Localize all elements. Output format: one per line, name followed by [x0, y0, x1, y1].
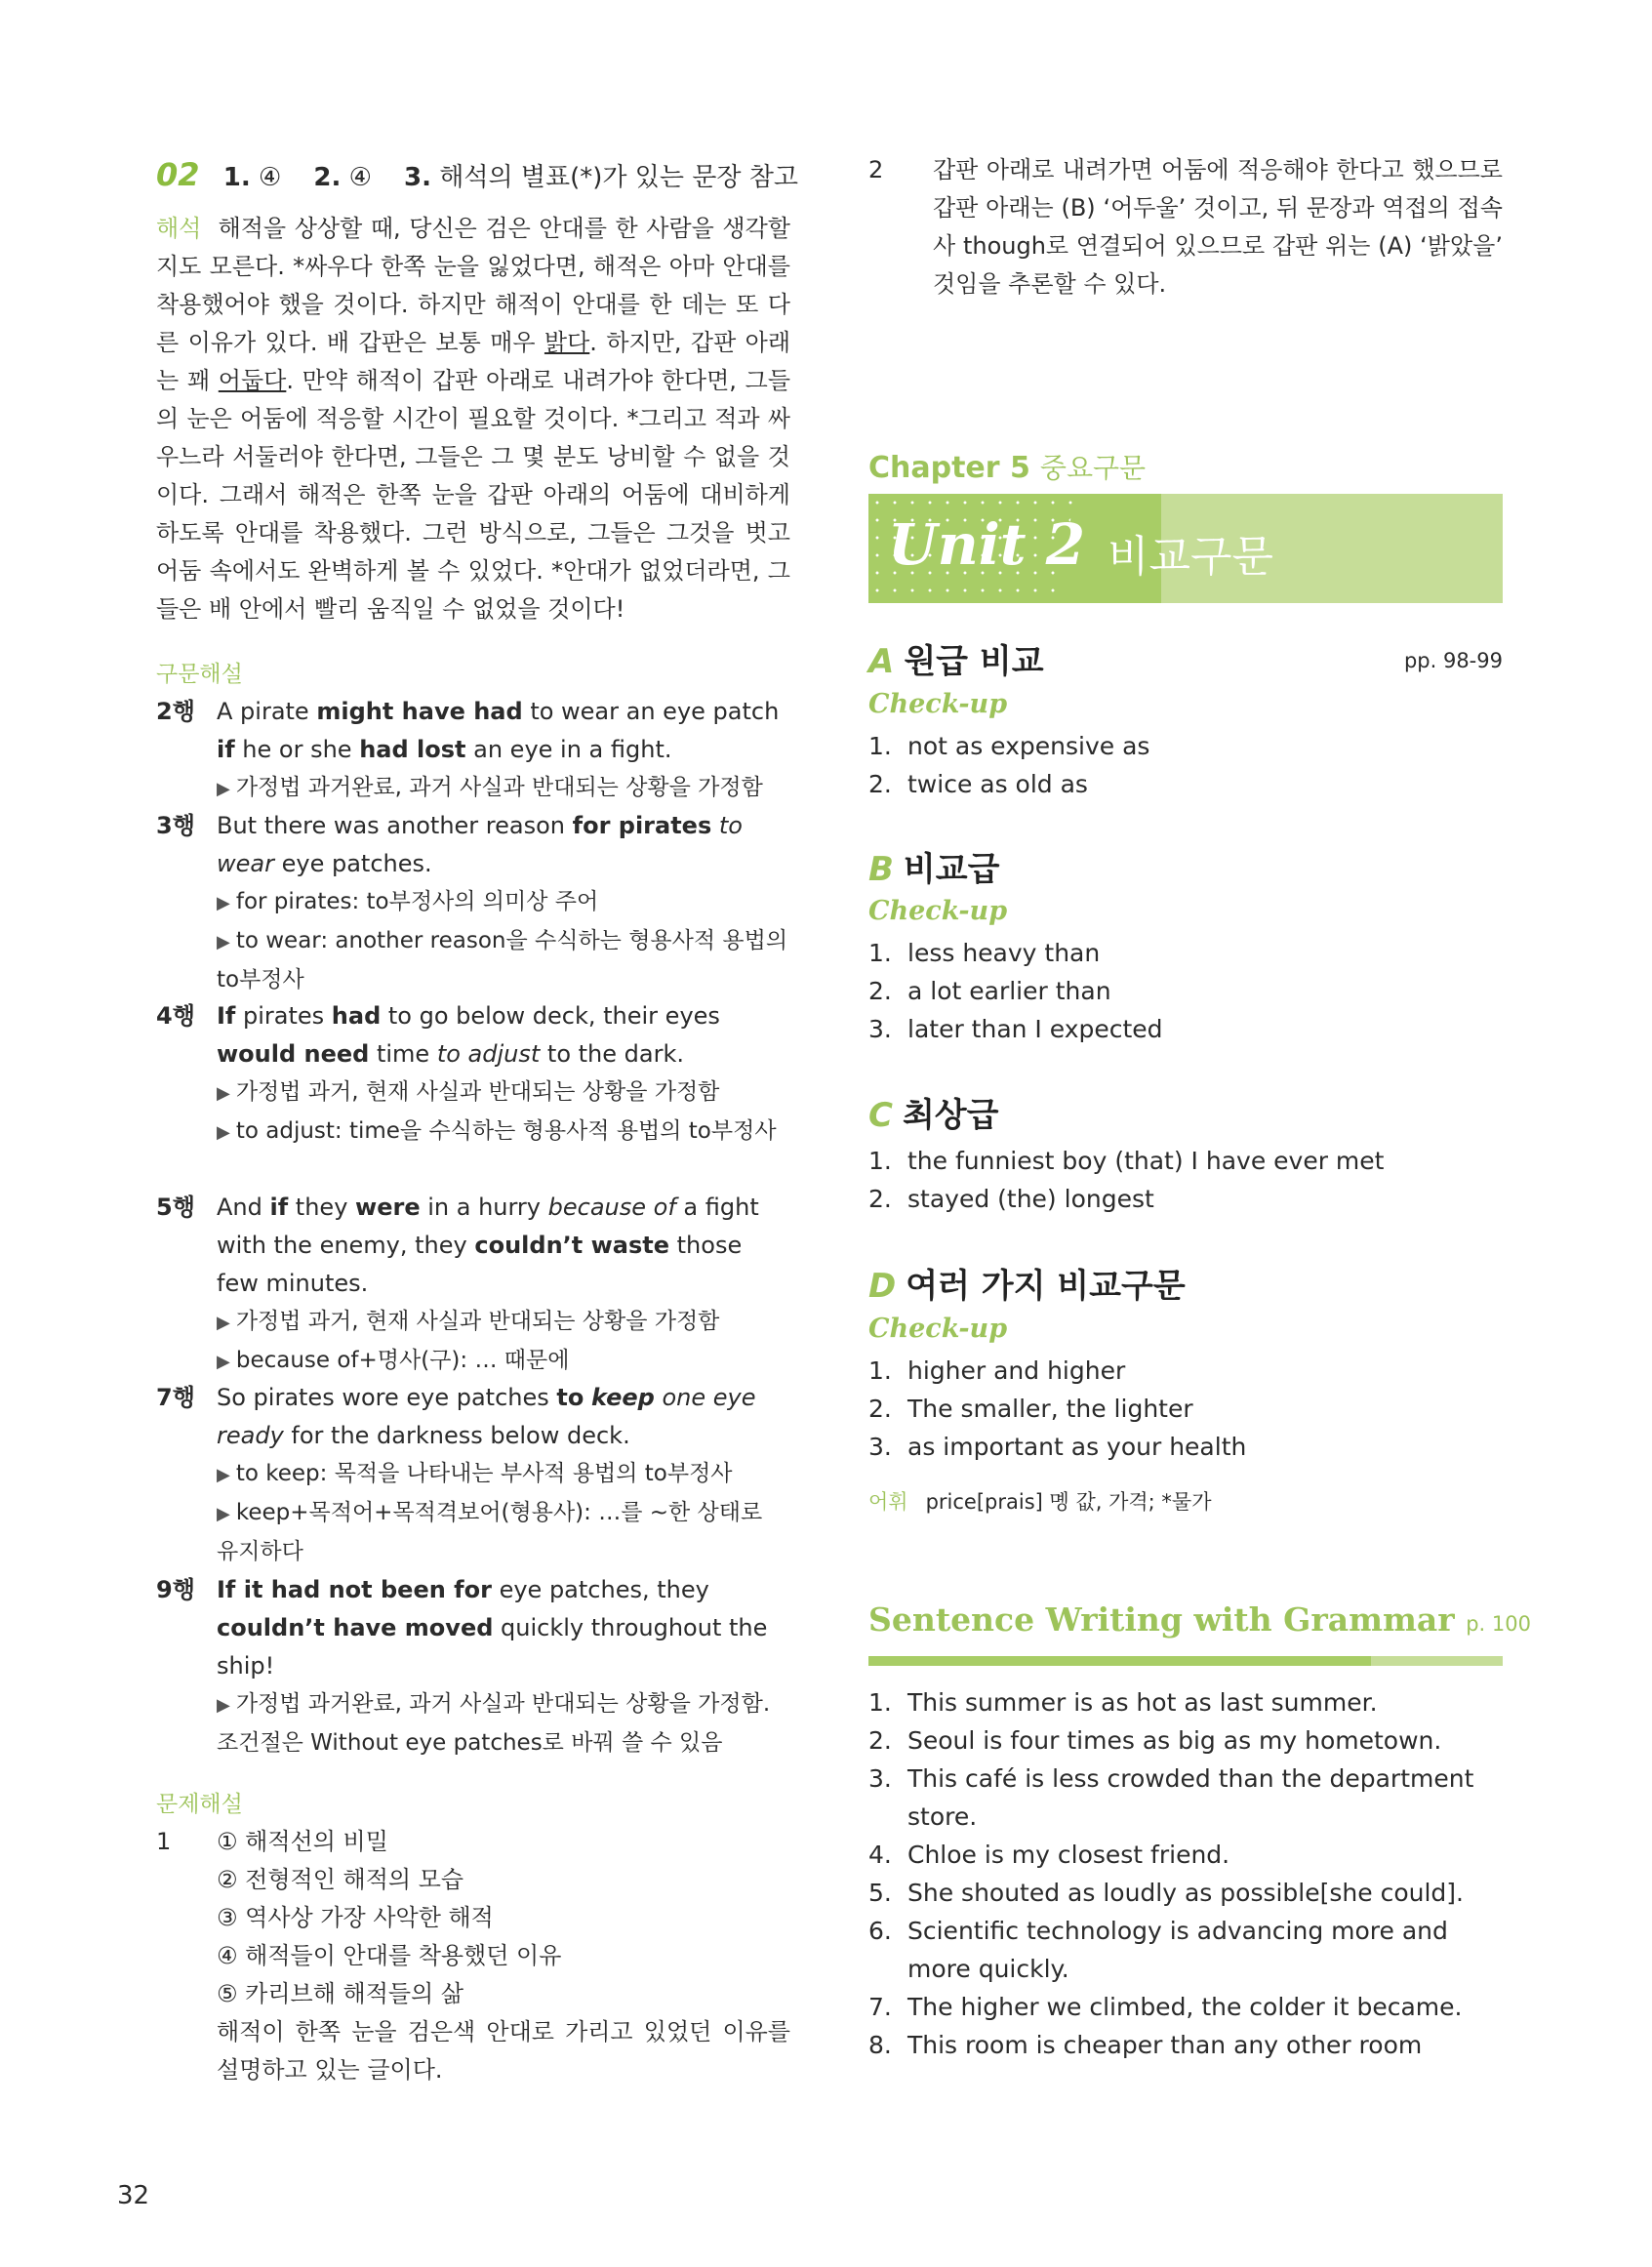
problem-1-explanation: 해적이 한쪽 눈을 검은색 안대로 가리고 있었던 이유를 설명하고 있는 글이다.: [217, 2018, 790, 2084]
answer-row: [868, 1721, 1503, 1760]
answer-number: 2.: [868, 977, 892, 1005]
translation-label: 해석: [156, 215, 202, 242]
answer-text: Seoul is four times as big as my hometown.: [907, 1726, 1442, 1755]
grammar-note: [217, 1455, 790, 1494]
triangle-icon: ▶: [217, 1352, 230, 1372]
answer-number: 1.: [868, 1147, 892, 1175]
sentence-part: an eye in a fight.: [465, 736, 672, 763]
answer-text: higher and higher: [907, 1356, 1126, 1385]
section-d-answers: [868, 1352, 1503, 1466]
line-label: 3행: [156, 812, 195, 839]
sentence-part: he or she: [234, 736, 360, 763]
grammar-sentence: [217, 807, 790, 883]
sentence-part: had: [331, 1002, 382, 1030]
section-d-letter: D: [868, 1267, 897, 1306]
section-b-letter: B: [868, 850, 894, 889]
problem-1-label: 1: [156, 1828, 172, 1855]
answer-text: the funniest boy (that) I have ever met: [907, 1147, 1385, 1175]
section-a-letter: A: [868, 642, 895, 681]
answer-row: [868, 1010, 1503, 1048]
sentence-part: they: [288, 1194, 356, 1221]
grammar-note: [217, 769, 790, 808]
triangle-icon: ▶: [217, 1083, 230, 1104]
note-text: for pirates: to부정사의 의미상 주어: [235, 889, 599, 914]
answer-number: 3.: [868, 1764, 892, 1793]
answer-text: a lot earlier than: [907, 977, 1111, 1005]
option-3: ③ 역사상 가장 사악한 해적: [217, 1904, 494, 1931]
option-4: ④ 해적들이 안대를 착용했던 이유: [217, 1942, 562, 1969]
unit-title: Unit 2: [888, 511, 1086, 578]
sentence-part: [711, 812, 719, 839]
section-a-checkup: Check-up: [868, 689, 1008, 719]
sentence-part: for pirates: [572, 812, 712, 839]
sentence-part: to adjust: [436, 1040, 541, 1068]
line-label: 5행: [156, 1194, 195, 1221]
answer-2-value: ④: [348, 163, 372, 192]
answer-1-value: ④: [259, 163, 282, 192]
sentence-part: eye patches.: [273, 850, 432, 877]
note-text: to wear: another reason을 수식하는 형용사적 용법의 to부정사: [217, 928, 788, 992]
sentence-part: eye patches, they: [491, 1576, 709, 1603]
chapter-number: Chapter 5: [868, 451, 1030, 485]
section-b-answers: [868, 934, 1503, 1048]
answer-row: [868, 1352, 1503, 1390]
answer-row: [868, 2026, 1503, 2064]
answer-number: 2.: [868, 1185, 892, 1213]
answer-number: 5.: [868, 1879, 892, 1907]
grammar-section-title: 구문해설: [156, 662, 243, 687]
problem-2-explanation: 갑판 아래로 내려가면 어둠에 적응해야 한다고 했으므로 갑판 아래는 (B) ‘어두울’ 것이고, 뒤 문장과 역접의 접속사 though로 연결되어 있으므로 갑판 위는 (A) ‘밝았을’ 것임을 추론할 수 있다.: [933, 156, 1503, 298]
sentence-part: because of: [547, 1194, 676, 1221]
grammar-note: [217, 1685, 790, 1762]
answer-row: [868, 765, 1503, 803]
sentence-part: keep: [591, 1384, 655, 1411]
answer-text: twice as old as: [907, 770, 1088, 798]
answer-number: 1.: [868, 1688, 892, 1717]
answer-row: [868, 1760, 1503, 1836]
vocabulary-text: price[prais] 몡 값, 가격; *물가: [925, 1490, 1212, 1514]
triangle-icon: ▶: [217, 1122, 230, 1143]
answer-row: [868, 727, 1503, 765]
sentence-part: might have had: [316, 698, 523, 725]
sentence-part: quickly throughout the ship!: [217, 1614, 768, 1680]
answer-number: 3.: [868, 1015, 892, 1043]
section-d-title: [868, 1259, 1186, 1307]
grammar-item: [156, 997, 790, 1152]
line-label: 7행: [156, 1384, 195, 1411]
sentence-part: If: [217, 1002, 236, 1030]
line-label: 9행: [156, 1576, 195, 1603]
sentence-part: So pirates wore eye patches: [217, 1384, 557, 1411]
sentence-part: If it had not been for: [217, 1576, 492, 1603]
triangle-icon: ▶: [217, 1504, 230, 1524]
sentence-part: to go below deck, their eyes: [381, 1002, 720, 1030]
answer-text: as important as your health: [907, 1433, 1247, 1461]
answer-text: This café is less crowded than the department store.: [907, 1764, 1474, 1831]
section-a-name: 원급 비교: [904, 642, 1044, 681]
option-5: ⑤ 카리브해 해적들의 삶: [217, 1980, 464, 2007]
sentence-part: couldn’t waste: [474, 1232, 670, 1259]
answer-number: 8.: [868, 2031, 892, 2059]
sentence-part: A pirate: [217, 698, 317, 725]
answer-row: [868, 1142, 1503, 1180]
sentence-part: in a hurry: [420, 1194, 548, 1221]
grammar-note: [217, 1303, 790, 1342]
problem-1: [156, 1823, 790, 2089]
translation-text-1: 해적을 상상할 때, 당신은 검은 안대를 한 사람을 생각할지도 모른다. *싸우다 한쪽 눈을 잃었다면, 해적은 아마 안대를 착용했어야 했을 것이다. 하지만 해적이 안대를 한 데는 또 다른 이유가 있다. 배 갑판은 보통 매우: [156, 215, 790, 356]
answer-row: [868, 1912, 1503, 1988]
line-label: 2행: [156, 698, 195, 725]
sentence-part: if: [269, 1194, 289, 1221]
sentence-part: to: [556, 1384, 584, 1411]
translation-underline-1: 밝다: [544, 329, 590, 356]
answer-3-value: 해석의 별표(*)가 있는 문장 참고: [439, 163, 798, 192]
answer-row: [868, 1836, 1503, 1874]
translation-underline-2: 어둡다: [218, 367, 287, 394]
grammar-item: [156, 1571, 790, 1762]
grammar-sentence: [217, 1189, 790, 1303]
grammar-note: [217, 1342, 790, 1381]
grammar-sentence: [217, 997, 790, 1073]
sentence-part: one eye ready: [217, 1384, 756, 1449]
note-text: to keep: 목적을 나타내는 부사적 용법의 to부정사: [235, 1461, 733, 1486]
answer-row: [868, 1988, 1503, 2026]
problem-section-title: 문제해설: [156, 1792, 243, 1817]
answer-row: [868, 1683, 1503, 1721]
answer-text: The higher we climbed, the colder it became.: [907, 1993, 1463, 2021]
grammar-sentence: [217, 1379, 790, 1455]
grammar-note: [217, 1494, 790, 1571]
section-a-title: [868, 634, 1044, 682]
answer-text: The smaller, the lighter: [907, 1395, 1193, 1423]
answer-header: [156, 156, 798, 193]
answer-text: This room is cheaper than any other room: [907, 2031, 1423, 2059]
section-d-checkup: Check-up: [868, 1314, 1008, 1344]
answer-number: 1.: [868, 732, 892, 760]
triangle-icon: ▶: [217, 779, 230, 799]
sentence-part: to wear: [217, 812, 743, 877]
section-b-name: 비교급: [903, 850, 1000, 889]
note-text: to adjust: time을 수식하는 형용사적 용법의 to부정사: [235, 1118, 777, 1144]
section-b-checkup: Check-up: [868, 896, 1008, 926]
grammar-item: [156, 807, 790, 999]
note-text: 가정법 과거, 현재 사실과 반대되는 상황을 가정함: [235, 1309, 720, 1334]
triangle-icon: ▶: [217, 1695, 230, 1716]
sentence-part: if: [217, 736, 235, 763]
swg-answers: [868, 1683, 1503, 2064]
chapter-name: 중요구문: [1039, 452, 1147, 484]
option-1: ① 해적선의 비밀: [217, 1828, 388, 1855]
section-c-name: 최상급: [902, 1096, 999, 1135]
section-c-letter: C: [868, 1096, 893, 1135]
grammar-note: [217, 1113, 790, 1152]
vocabulary-note: [868, 1486, 1212, 1516]
answer-number: 3.: [868, 1433, 892, 1461]
grammar-sentence: [217, 693, 790, 769]
passage-number: 02: [156, 156, 200, 193]
triangle-icon: ▶: [217, 1313, 230, 1333]
chapter-title: [868, 447, 1146, 486]
answer-text: not as expensive as: [907, 732, 1150, 760]
grammar-sentence: [217, 1571, 790, 1685]
grammar-item: [156, 1379, 790, 1571]
answer-row: [868, 972, 1503, 1010]
note-text: 가정법 과거, 현재 사실과 반대되는 상황을 가정함: [235, 1079, 720, 1105]
sentence-part: were: [355, 1194, 421, 1221]
swg-underline: [868, 1656, 1503, 1666]
sentence-part: those few minutes.: [217, 1232, 743, 1297]
answer-text: stayed (the) longest: [907, 1185, 1154, 1213]
answer-row: [868, 1390, 1503, 1428]
sentence-part: pirates: [235, 1002, 332, 1030]
grammar-note: [217, 1073, 790, 1113]
unit-banner: [868, 494, 1503, 603]
section-c-answers: [868, 1142, 1503, 1218]
section-d-name: 여러 가지 비교구문: [906, 1267, 1186, 1306]
swg-title: [868, 1600, 1531, 1639]
sentence-part: to wear an eye patch: [522, 698, 780, 725]
answer-text: She shouted as loudly as possible[she could].: [907, 1879, 1464, 1907]
sentence-part: a fight with the enemy, they: [217, 1194, 759, 1259]
grammar-item: [156, 1189, 790, 1381]
sentence-part: for the darkness below deck.: [283, 1422, 630, 1449]
triangle-icon: ▶: [217, 932, 230, 952]
note-text: 가정법 과거완료, 과거 사실과 반대되는 상황을 가정함. 조건절은 Without eye patches로 바꿔 쓸 수 있음: [217, 1691, 771, 1756]
sentence-part: But there was another reason: [217, 812, 573, 839]
answer-row: [868, 1428, 1503, 1466]
note-text: 가정법 과거완료, 과거 사실과 반대되는 상황을 가정함: [235, 775, 763, 800]
page-number: 32: [117, 2181, 150, 2210]
sentence-part: to the dark.: [540, 1040, 684, 1068]
unit-subtitle: 비교구문: [1108, 532, 1274, 582]
grammar-note: [217, 922, 790, 999]
section-a-answers: [868, 727, 1503, 803]
triangle-icon: ▶: [217, 1465, 230, 1485]
problem-2: [868, 151, 1503, 304]
swg-page: p. 100: [1466, 1612, 1531, 1636]
sentence-part: time: [369, 1040, 437, 1068]
note-text: because of+명사(구): … 때문에: [235, 1348, 570, 1373]
answer-text: This summer is as hot as last summer.: [907, 1688, 1378, 1717]
answer-number: 1.: [868, 1356, 892, 1385]
sentence-part: would need: [217, 1040, 370, 1068]
answer-3-number: 3.: [404, 163, 431, 192]
answer-text: later than I expected: [907, 1015, 1163, 1043]
swg-heading: Sentence Writing with Grammar: [868, 1600, 1455, 1639]
answer-number: 7.: [868, 1993, 892, 2021]
answer-number: 2.: [868, 770, 892, 798]
option-2: ② 전형적인 해적의 모습: [217, 1866, 464, 1893]
answer-number: 1.: [868, 939, 892, 967]
grammar-note: [217, 883, 790, 922]
sentence-part: had lost: [359, 736, 466, 763]
answer-2-number: 2.: [313, 163, 342, 192]
translation-text-2: . 하지만, 갑판 아래는 꽤: [156, 329, 791, 394]
answer-text: Chloe is my closest friend.: [907, 1841, 1230, 1869]
sentence-part: [584, 1384, 591, 1411]
answer-1-number: 1.: [222, 163, 251, 192]
answer-number: 6.: [868, 1917, 892, 1945]
sentence-part: [655, 1384, 663, 1411]
answer-number: 4.: [868, 1841, 892, 1869]
section-b-title: [868, 842, 999, 890]
problem-2-label: 2: [868, 156, 884, 183]
sentence-part: And: [217, 1194, 270, 1221]
vocabulary-label: 어휘: [868, 1490, 908, 1514]
grammar-item: [156, 693, 790, 808]
sentence-part: couldn’t have moved: [217, 1614, 494, 1641]
swg-underline-accent: [868, 1656, 1371, 1666]
translation-paragraph: [156, 210, 790, 628]
triangle-icon: ▶: [217, 893, 230, 913]
translation-text-3: . 만약 해적이 갑판 아래로 내려가야 한다면, 그들의 눈은 어둠에 적응할 시간이 필요할 것이다. *그리고 적과 싸우느라 서둘러야 한다면, 그들은 그 몇 분도 낭비할 수 없을 것이다. 그래서 해적은 한쪽 눈을 갑판 아래의 어둠에 대비하게 하도록 안대를 착용했다. 그런 방식으로, 그들은 그것을 벗고 어둠 속에서도 완벽하게 볼 수 있었다. *안대가 없었더라면, 그들은 배 안에서 빨리 움직일 수 없었을 것이다!: [156, 367, 790, 623]
answer-number: 2.: [868, 1726, 892, 1755]
line-label: 4행: [156, 1002, 195, 1030]
note-text: keep+목적어+목적격보어(형용사): …를 ~한 상태로 유지하다: [217, 1500, 763, 1564]
answer-text: Scientific technology is advancing more and more quickly.: [907, 1917, 1448, 1983]
answer-row: [868, 934, 1503, 972]
answer-row: [868, 1874, 1503, 1912]
section-a-pages: pp. 98-99: [1403, 649, 1503, 672]
section-c-title: [868, 1088, 999, 1136]
answer-number: 2.: [868, 1395, 892, 1423]
answer-text: less heavy than: [907, 939, 1101, 967]
answer-row: [868, 1180, 1503, 1218]
